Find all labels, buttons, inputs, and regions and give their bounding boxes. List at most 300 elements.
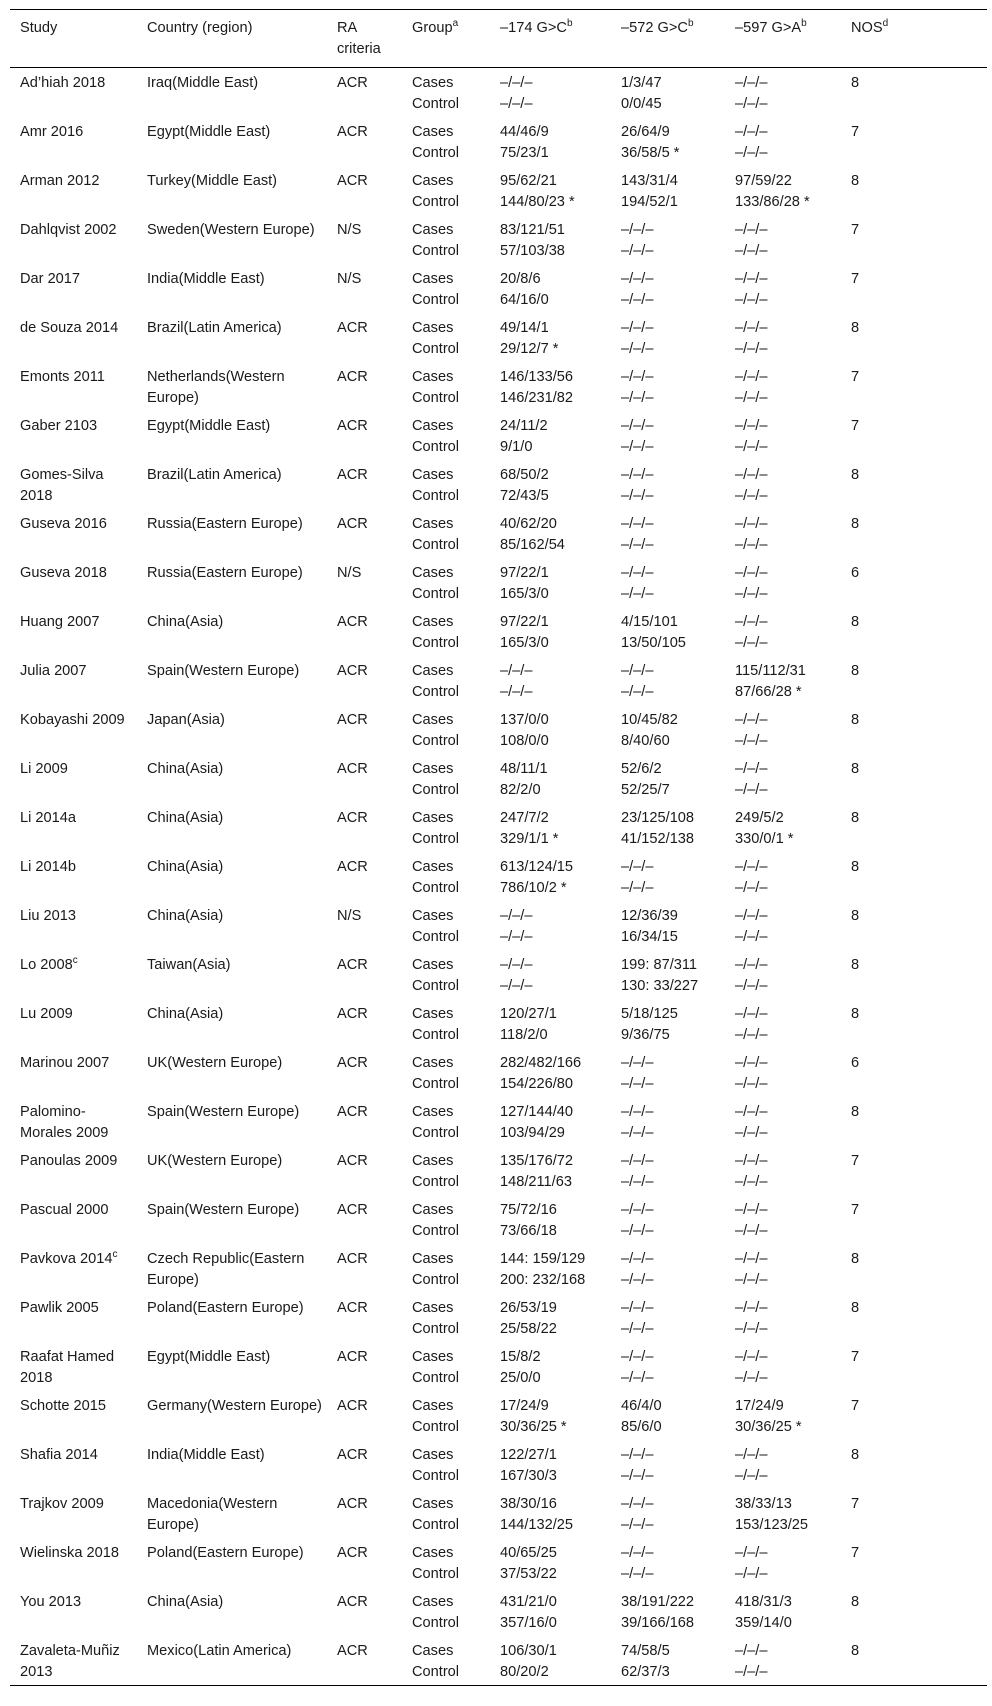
nos-cell: 7 xyxy=(851,369,860,385)
snp-572-cell: –/–/– xyxy=(621,1272,654,1288)
study-name: Palomino-Morales 2009 xyxy=(20,1104,109,1141)
snp-597-cell: –/–/– xyxy=(735,978,768,994)
table-row-cases xyxy=(10,754,987,780)
snp-572-cell: –/–/– xyxy=(621,1566,654,1582)
snp-572-cell: –/–/– xyxy=(621,1223,654,1239)
snp-597-cell: –/–/– xyxy=(735,1447,768,1463)
nos-cell: 8 xyxy=(851,1006,860,1022)
ra-criteria-cell: ACR xyxy=(337,614,368,630)
table-row-cases xyxy=(10,1146,987,1172)
snp-572-cell: 39/166/168 xyxy=(621,1615,695,1631)
snp-572-cell: –/–/– xyxy=(621,1349,654,1365)
group-cell: Cases xyxy=(412,320,454,336)
study-name: Pawlik 2005 xyxy=(20,1300,99,1316)
table-row-cases xyxy=(10,1195,987,1221)
col-snp-174: –174 $G>C^b$ xyxy=(500,18,573,36)
snp-597-cell: 330/0/1 * xyxy=(735,831,794,847)
ra-criteria-cell: ACR xyxy=(337,124,368,140)
snp-572-cell: –/–/– xyxy=(621,341,654,357)
study-cell xyxy=(10,754,137,803)
snp-572-cell: 5/18/125 xyxy=(621,1006,678,1022)
snp-572-cell: –/–/– xyxy=(621,1517,654,1533)
study-cell xyxy=(10,215,137,264)
snp-174-cell: 127/144/40 xyxy=(500,1104,574,1120)
table-row-cases xyxy=(10,1538,987,1564)
snp-174-cell: 137/0/0 xyxy=(500,712,549,728)
snp-597-cell: –/–/– xyxy=(735,1300,768,1316)
snp-597-cell: –/–/– xyxy=(735,1321,768,1337)
table-row-cases xyxy=(10,1293,987,1319)
snp-597-cell: –/–/– xyxy=(735,320,768,336)
group-cell: Control xyxy=(412,1468,460,1484)
nos-cell: 8 xyxy=(851,614,860,630)
study-cell xyxy=(10,705,137,754)
study-name: Kobayashi 2009 xyxy=(20,712,125,728)
snp-174-cell: 48/11/1 xyxy=(500,761,548,777)
country-cell: China(Asia) xyxy=(147,810,224,826)
snp-597-cell: 17/24/9 xyxy=(735,1398,784,1414)
snp-174-cell: –/–/– xyxy=(500,929,533,945)
snp-597-cell: –/–/– xyxy=(735,1125,768,1141)
table-row-cases xyxy=(10,607,987,633)
nos-cell: 6 xyxy=(851,565,860,581)
nos-cell: 7 xyxy=(851,124,860,140)
study-cell xyxy=(10,1440,137,1489)
header-row xyxy=(10,10,987,68)
snp-174-cell: 30/36/25 * xyxy=(500,1419,567,1435)
snp-174-cell: 122/27/1 xyxy=(500,1447,557,1463)
study-name: Li 2014a xyxy=(20,810,76,826)
nos-cell: 8 xyxy=(851,320,860,336)
group-cell: Cases xyxy=(412,1251,454,1267)
snp-597-cell: –/–/– xyxy=(735,124,768,140)
snp-597-cell: –/–/– xyxy=(735,341,768,357)
snp-572-cell: –/–/– xyxy=(621,1076,654,1092)
snp-174-cell: 68/50/2 xyxy=(500,467,549,483)
study-cell xyxy=(10,1636,137,1686)
country-cell: Egypt(Middle East) xyxy=(147,1349,271,1365)
snp-597-cell: –/–/– xyxy=(735,1349,768,1365)
table-row-cases xyxy=(10,1489,987,1515)
nos-cell: 8 xyxy=(851,516,860,532)
snp-597-cell: –/–/– xyxy=(735,880,768,896)
group-cell: Control xyxy=(412,1517,460,1533)
study-name: Lu 2009 xyxy=(20,1006,73,1022)
snp-174-cell: 57/103/38 xyxy=(500,243,565,259)
snp-597-cell: –/–/– xyxy=(735,1370,768,1386)
snp-572-cell: –/–/– xyxy=(621,439,654,455)
group-cell: Cases xyxy=(412,1447,454,1463)
study-name: Amr 2016 xyxy=(20,124,84,140)
group-cell: Control xyxy=(412,1419,460,1435)
snp-572-cell: –/–/– xyxy=(621,467,654,483)
snp-572-cell: –/–/– xyxy=(621,418,654,434)
ra-criteria-cell: ACR xyxy=(337,75,368,91)
snp-597-cell: –/–/– xyxy=(735,1664,768,1680)
study-cell xyxy=(10,950,137,999)
ra-criteria-cell: N/S xyxy=(337,222,362,238)
group-cell: Cases xyxy=(412,565,454,581)
nos-cell: 7 xyxy=(851,1153,860,1169)
snp-597-cell: –/–/– xyxy=(735,537,768,553)
table-row-cases xyxy=(10,1244,987,1270)
snp-597-cell: –/–/– xyxy=(735,1545,768,1561)
snp-174-cell: 154/226/80 xyxy=(500,1076,574,1092)
snp-572-cell: –/–/– xyxy=(621,243,654,259)
group-cell: Cases xyxy=(412,1006,454,1022)
snp-572-cell: –/–/– xyxy=(621,1125,654,1141)
snp-572-cell: –/–/– xyxy=(621,1174,654,1190)
snp-174-cell: 144: 159/129 xyxy=(500,1251,586,1267)
snp-174-cell: 26/53/19 xyxy=(500,1300,557,1316)
snp-572-cell: 8/40/60 xyxy=(621,733,670,749)
group-cell: Control xyxy=(412,929,460,945)
ra-criteria-cell: ACR xyxy=(337,1202,368,1218)
country-cell: UK(Western Europe) xyxy=(147,1055,283,1071)
country-cell: Russia(Eastern Europe) xyxy=(147,565,303,581)
snp-174-cell: 40/62/20 xyxy=(500,516,557,532)
snp-597-cell: –/–/– xyxy=(735,1202,768,1218)
country-cell: Brazil(Latin America) xyxy=(147,320,282,336)
country-cell: Czech Republic(Eastern Europe) xyxy=(147,1251,305,1288)
group-cell: Control xyxy=(412,1076,460,1092)
snp-597-cell: –/–/– xyxy=(735,908,768,924)
snp-174-cell: 431/21/0 xyxy=(500,1594,557,1610)
group-cell: Control xyxy=(412,145,460,161)
study-name: Panoulas 2009 xyxy=(20,1153,118,1169)
snp-597-cell: 97/59/22 xyxy=(735,173,792,189)
snp-597-cell: –/–/– xyxy=(735,439,768,455)
snp-572-cell: 10/45/82 xyxy=(621,712,678,728)
snp-174-cell: 144/80/23 * xyxy=(500,194,575,210)
snp-597-cell: –/–/– xyxy=(735,1643,768,1659)
group-cell: Control xyxy=(412,733,460,749)
ra-criteria-cell: ACR xyxy=(337,1545,368,1561)
snp-572-cell: 13/50/105 xyxy=(621,635,686,651)
group-cell: Cases xyxy=(412,614,454,630)
table-row-cases xyxy=(10,656,987,682)
nos-cell: 8 xyxy=(851,1447,860,1463)
snp-174-cell: 40/65/25 xyxy=(500,1545,557,1561)
group-cell: Control xyxy=(412,880,460,896)
col-group: Group$^a$ xyxy=(412,18,459,36)
snp-597-cell: –/–/– xyxy=(735,614,768,630)
nos-cell: 7 xyxy=(851,1349,860,1365)
study-name: Gomes-Silva 2018 xyxy=(20,467,104,504)
group-cell: Cases xyxy=(412,810,454,826)
snp-174-cell: 82/2/0 xyxy=(500,782,541,798)
snp-174-cell: 135/176/72 xyxy=(500,1153,574,1169)
snp-174-cell: 29/12/7 * xyxy=(500,341,559,357)
nos-cell: 8 xyxy=(851,957,860,973)
group-cell: Cases xyxy=(412,222,454,238)
snp-174-cell: 64/16/0 xyxy=(500,292,549,308)
table-row-cases xyxy=(10,852,987,878)
study-name: Marinou 2007 xyxy=(20,1055,110,1071)
snp-174-cell: 75/23/1 xyxy=(500,145,549,161)
table-row-cases xyxy=(10,460,987,486)
snp-597-cell: –/–/– xyxy=(735,1566,768,1582)
table-row-cases xyxy=(10,313,987,339)
study-name: Gaber 2103 xyxy=(20,418,98,434)
table-row-cases xyxy=(10,117,987,143)
snp-174-cell: 37/53/22 xyxy=(500,1566,557,1582)
snp-597-cell: –/–/– xyxy=(735,418,768,434)
col-nos: NOS$^d$ xyxy=(851,18,889,36)
snp-572-cell: 0/0/45 xyxy=(621,96,662,112)
study-cell xyxy=(10,803,137,852)
study-cell xyxy=(10,558,137,607)
nos-cell: 8 xyxy=(851,467,860,483)
study-name: Zavaleta-Muñiz 2013 xyxy=(20,1643,120,1680)
group-cell: Control xyxy=(412,292,460,308)
snp-572-cell: –/–/– xyxy=(621,1468,654,1484)
study-cell xyxy=(10,166,137,215)
ra-criteria-cell: ACR xyxy=(337,810,368,826)
study-cell xyxy=(10,1293,137,1342)
snp-572-cell: 1/3/47 xyxy=(621,75,662,91)
nos-cell: 8 xyxy=(851,1643,860,1659)
snp-174-cell: 120/27/1 xyxy=(500,1006,557,1022)
nos-cell: 8 xyxy=(851,859,860,875)
nos-cell: 8 xyxy=(851,761,860,777)
snp-572-cell: –/–/– xyxy=(621,222,654,238)
country-cell: Poland(Eastern Europe) xyxy=(147,1300,304,1316)
study-cell xyxy=(10,1195,137,1244)
country-cell: China(Asia) xyxy=(147,908,224,924)
group-cell: Control xyxy=(412,390,460,406)
snp-597-cell: –/–/– xyxy=(735,1104,768,1120)
group-cell: Cases xyxy=(412,859,454,875)
snp-572-cell: 52/6/2 xyxy=(621,761,662,777)
snp-597-cell: –/–/– xyxy=(735,516,768,532)
group-cell: Cases xyxy=(412,369,454,385)
snp-174-cell: 80/20/2 xyxy=(500,1664,549,1680)
snp-572-cell: 85/6/0 xyxy=(621,1419,662,1435)
group-cell: Cases xyxy=(412,1349,454,1365)
snp-572-cell: –/–/– xyxy=(621,1496,654,1512)
group-cell: Control xyxy=(412,782,460,798)
ra-criteria-cell: ACR xyxy=(337,1643,368,1659)
snp-174-cell: 38/30/16 xyxy=(500,1496,557,1512)
snp-572-cell: 46/4/0 xyxy=(621,1398,662,1414)
snp-597-cell: –/–/– xyxy=(735,586,768,602)
study-name: Schotte 2015 xyxy=(20,1398,107,1414)
ra-criteria-cell: ACR xyxy=(337,1251,368,1267)
group-cell: Control xyxy=(412,1566,460,1582)
group-cell: Cases xyxy=(412,1545,454,1561)
table-header xyxy=(10,10,987,68)
snp-572-cell: 12/36/39 xyxy=(621,908,678,924)
ra-criteria-cell: ACR xyxy=(337,1300,368,1316)
country-cell: Spain(Western Europe) xyxy=(147,1202,300,1218)
country-cell: UK(Western Europe) xyxy=(147,1153,283,1169)
group-cell: Cases xyxy=(412,957,454,973)
group-cell: Control xyxy=(412,1321,460,1337)
country-cell: Egypt(Middle East) xyxy=(147,124,271,140)
snp-572-cell: 23/125/108 xyxy=(621,810,695,826)
study-cell xyxy=(10,1587,137,1636)
ra-criteria-cell: ACR xyxy=(337,173,368,189)
group-cell: Control xyxy=(412,1615,460,1631)
studies-table xyxy=(10,9,987,1686)
group-cell: Control xyxy=(412,1370,460,1386)
ra-criteria-cell: ACR xyxy=(337,663,368,679)
study-cell xyxy=(10,852,137,901)
snp-174-cell: 49/14/1 xyxy=(500,320,549,336)
snp-597-cell: –/–/– xyxy=(735,243,768,259)
country-cell: Russia(Eastern Europe) xyxy=(147,516,303,532)
snp-174-cell: 25/58/22 xyxy=(500,1321,557,1337)
study-cell xyxy=(10,1489,137,1538)
snp-597-cell: 249/5/2 xyxy=(735,810,784,826)
snp-174-cell: 95/62/21 xyxy=(500,173,557,189)
snp-597-cell: –/–/– xyxy=(735,1174,768,1190)
snp-572-cell: –/–/– xyxy=(621,1202,654,1218)
group-cell: Control xyxy=(412,1174,460,1190)
nos-cell: 7 xyxy=(851,1398,860,1414)
country-cell: India(Middle East) xyxy=(147,1447,265,1463)
snp-572-cell: 52/25/7 xyxy=(621,782,670,798)
snp-572-cell: –/–/– xyxy=(621,488,654,504)
table-row-cases xyxy=(10,1391,987,1417)
study-name: Huang 2007 xyxy=(20,614,100,630)
table-row-cases xyxy=(10,705,987,731)
snp-572-cell: –/–/– xyxy=(621,880,654,896)
ra-criteria-cell: N/S xyxy=(337,908,362,924)
group-cell: Cases xyxy=(412,271,454,287)
table-row-cases xyxy=(10,1048,987,1074)
ra-criteria-cell: ACR xyxy=(337,859,368,875)
snp-174-cell: –/–/– xyxy=(500,75,533,91)
snp-174-cell: –/–/– xyxy=(500,957,533,973)
col-study: Study xyxy=(20,20,58,36)
table-row-cases xyxy=(10,901,987,927)
table-row-cases xyxy=(10,1440,987,1466)
snp-597-cell: 133/86/28 * xyxy=(735,194,810,210)
snp-572-cell: –/–/– xyxy=(621,1153,654,1169)
snp-572-cell: 74/58/5 xyxy=(621,1643,670,1659)
nos-cell: 8 xyxy=(851,663,860,679)
study-name: Liu 2013 xyxy=(20,908,76,924)
study-cell xyxy=(10,1097,137,1146)
snp-597-cell: –/–/– xyxy=(735,565,768,581)
snp-572-cell: –/–/– xyxy=(621,320,654,336)
group-cell: Cases xyxy=(412,1104,454,1120)
snp-174-cell: 97/22/1 xyxy=(500,614,549,630)
snp-174-cell: 44/46/9 xyxy=(500,124,549,140)
snp-597-cell: –/–/– xyxy=(735,75,768,91)
group-cell: Cases xyxy=(412,908,454,924)
country-cell: Sweden(Western Europe) xyxy=(147,222,315,238)
snp-597-cell: –/–/– xyxy=(735,929,768,945)
ra-criteria-cell: ACR xyxy=(337,516,368,532)
nos-cell: 8 xyxy=(851,908,860,924)
nos-cell: 7 xyxy=(851,1496,860,1512)
ra-criteria-cell: N/S xyxy=(337,271,362,287)
snp-572-cell: –/–/– xyxy=(621,565,654,581)
snp-174-cell: –/–/– xyxy=(500,684,533,700)
snp-174-cell: 25/0/0 xyxy=(500,1370,541,1386)
snp-597-cell: –/–/– xyxy=(735,712,768,728)
snp-572-cell: 143/31/4 xyxy=(621,173,678,189)
snp-572-cell: –/–/– xyxy=(621,1251,654,1267)
country-cell: Iraq(Middle East) xyxy=(147,75,259,91)
table-row-cases xyxy=(10,264,987,290)
snp-174-cell: –/–/– xyxy=(500,663,533,679)
study-name: Shafia 2014 xyxy=(20,1447,98,1463)
country-cell: China(Asia) xyxy=(147,1594,224,1610)
nos-cell: 8 xyxy=(851,810,860,826)
study-name: Guseva 2018 xyxy=(20,565,107,581)
study-cell xyxy=(10,999,137,1048)
table-row-cases xyxy=(10,1342,987,1368)
snp-572-cell: 36/58/5 * xyxy=(621,145,680,161)
table-row-cases xyxy=(10,411,987,437)
snp-597-cell: –/–/– xyxy=(735,1153,768,1169)
snp-572-cell: –/–/– xyxy=(621,292,654,308)
snp-572-cell: –/–/– xyxy=(621,1447,654,1463)
nos-cell: 7 xyxy=(851,1545,860,1561)
snp-572-cell: –/–/– xyxy=(621,390,654,406)
snp-572-cell: 199: 87/311 xyxy=(621,957,698,973)
snp-174-cell: 165/3/0 xyxy=(500,635,549,651)
study-name: Emonts 2011 xyxy=(20,369,105,385)
snp-597-cell: –/–/– xyxy=(735,488,768,504)
group-cell: Cases xyxy=(412,418,454,434)
study-cell xyxy=(10,1146,137,1195)
nos-cell: 7 xyxy=(851,271,860,287)
snp-597-cell: 153/123/25 xyxy=(735,1517,809,1533)
snp-174-cell: 118/2/0 xyxy=(500,1027,548,1043)
table-row-cases xyxy=(10,803,987,829)
snp-597-cell: –/–/– xyxy=(735,145,768,161)
ra-criteria-cell: ACR xyxy=(337,1398,368,1414)
study-name: Raafat Hamed 2018 xyxy=(20,1349,115,1386)
group-cell: Control xyxy=(412,635,460,651)
country-cell: Taiwan(Asia) xyxy=(147,957,231,973)
snp-174-cell: 247/7/2 xyxy=(500,810,549,826)
snp-174-cell: –/–/– xyxy=(500,96,533,112)
country-cell: Brazil(Latin America) xyxy=(147,467,282,483)
table-row-cases xyxy=(10,999,987,1025)
group-cell: Cases xyxy=(412,1202,454,1218)
study-name: Dar 2017 xyxy=(20,271,81,287)
snp-174-cell: 357/16/0 xyxy=(500,1615,557,1631)
group-cell: Cases xyxy=(412,1398,454,1414)
study-cell xyxy=(10,1391,137,1440)
ra-criteria-cell: ACR xyxy=(337,761,368,777)
study-cell xyxy=(10,607,137,656)
country-cell: Poland(Eastern Europe) xyxy=(147,1545,304,1561)
table-row-cases xyxy=(10,950,987,976)
snp-174-cell: 106/30/1 xyxy=(500,1643,557,1659)
study-name: Pascual 2000 xyxy=(20,1202,109,1218)
table-row-cases xyxy=(10,509,987,535)
study-name: Li 2014b xyxy=(20,859,76,875)
snp-597-cell: 359/14/0 xyxy=(735,1615,792,1631)
table-row-cases xyxy=(10,166,987,192)
snp-174-cell: 329/1/1 * xyxy=(500,831,559,847)
snp-174-cell: 17/24/9 xyxy=(500,1398,549,1414)
snp-174-cell: 108/0/0 xyxy=(500,733,549,749)
snp-597-cell: –/–/– xyxy=(735,782,768,798)
snp-572-cell: 62/37/3 xyxy=(621,1664,670,1680)
country-cell: Japan(Asia) xyxy=(147,712,225,728)
snp-597-cell: –/–/– xyxy=(735,1027,768,1043)
snp-572-cell: –/–/– xyxy=(621,271,654,287)
snp-597-cell: –/–/– xyxy=(735,1272,768,1288)
